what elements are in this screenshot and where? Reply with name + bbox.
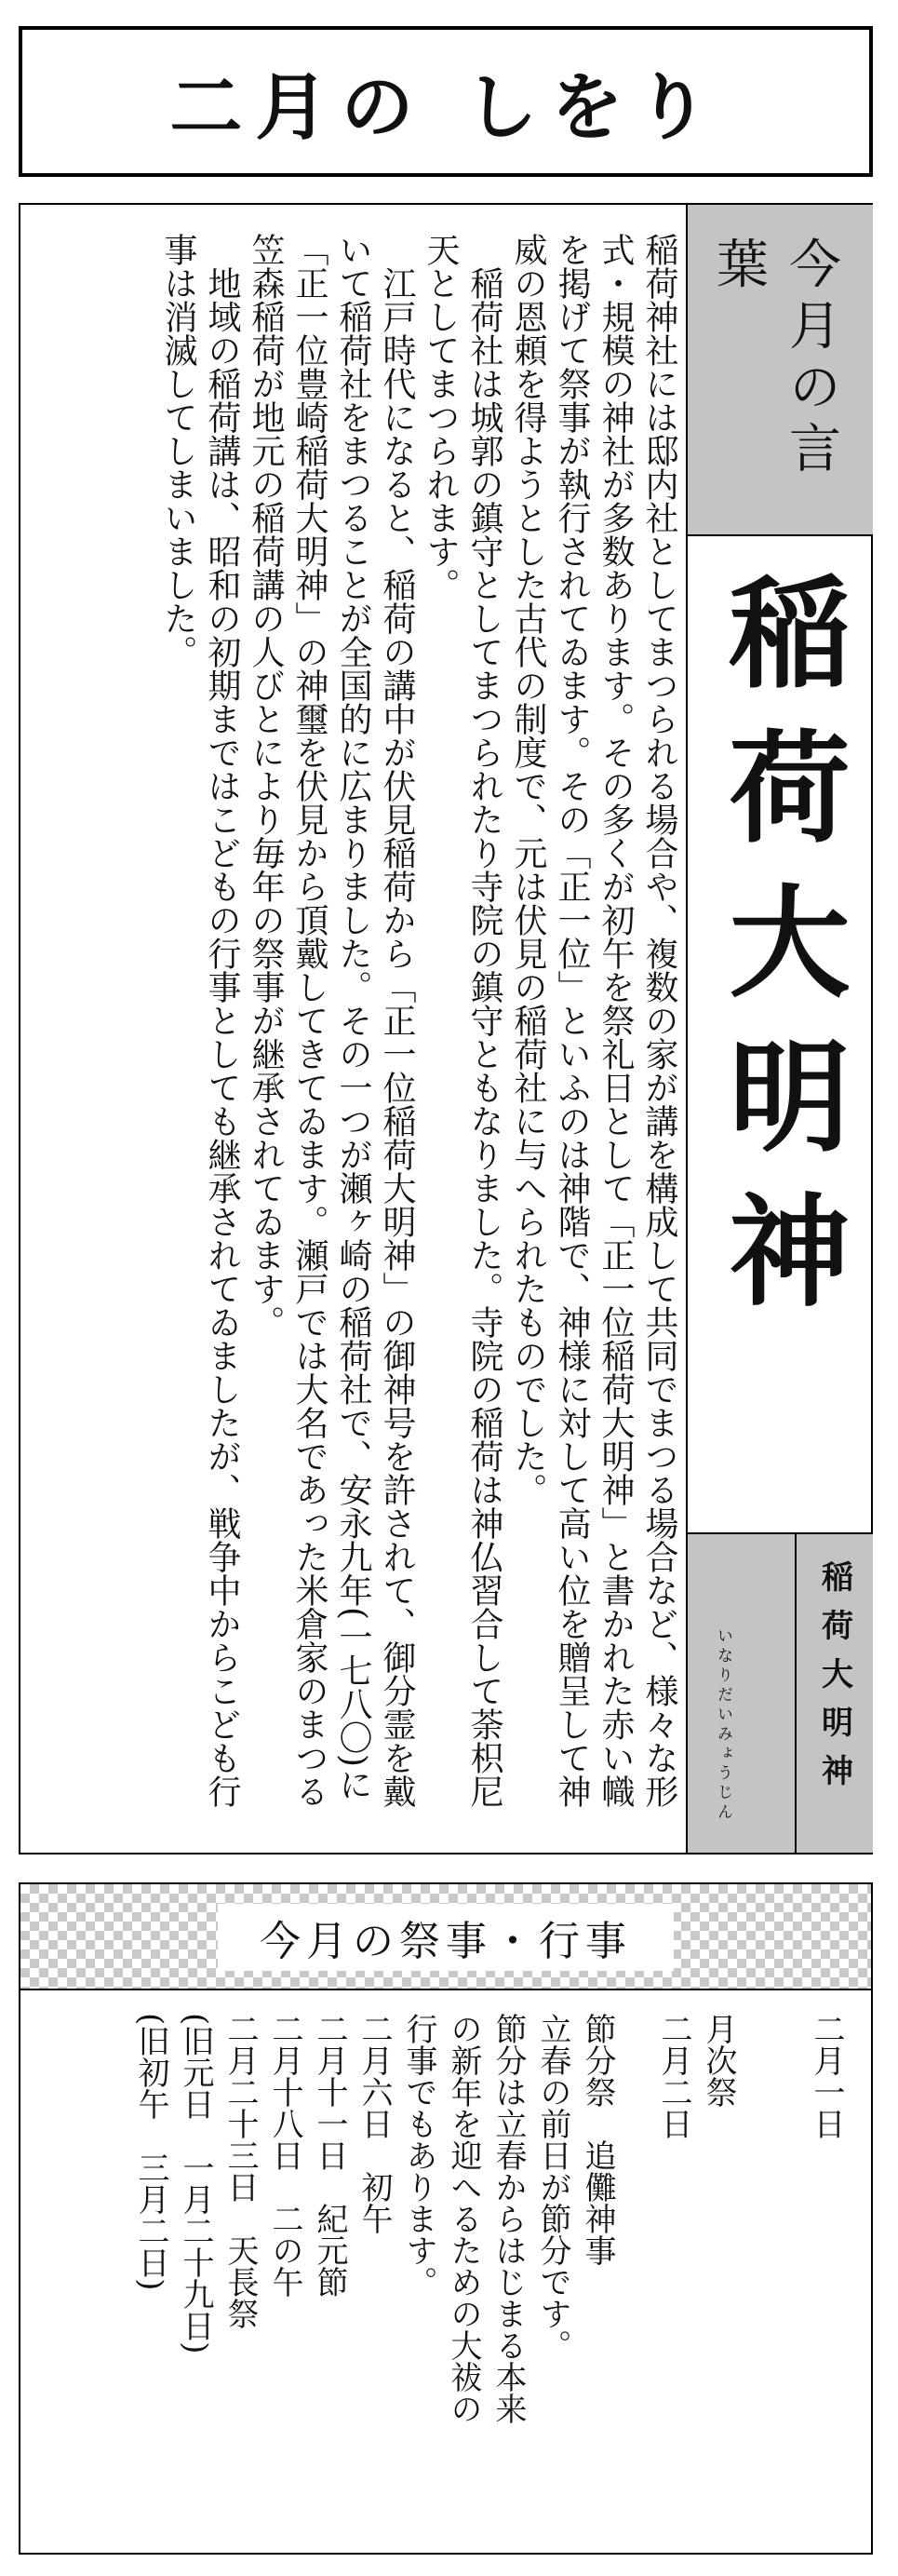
- events-box: [19, 1882, 873, 2555]
- article-paragraph: 稲荷社は城郭の鎮守としてまつられたり寺院の鎮守ともなりました。寺院の稲荷は神仏習合して荼枳尼天としてまつられます。: [422, 233, 503, 1808]
- event-note: 立春の前日が節分です。: [534, 2013, 571, 2361]
- event-note: 節分は立春からはじまる本来: [489, 2013, 527, 2424]
- event-date: 二月十一日 紀元節: [311, 2013, 348, 2298]
- reading-kanji-cell: [795, 1534, 873, 1853]
- event-note: (旧元日 一月二十九日): [177, 2013, 214, 2354]
- article-paragraph: 地域の稲荷講は、昭和の初期まではこどもの行事としても継承されてゐましたが、戦争中からこども行事は消滅してしまいました。: [159, 233, 241, 1808]
- monthly-word-panel: [686, 205, 873, 1853]
- event-date: 二月六日 初午: [355, 2013, 393, 2234]
- reading-cell-group: [688, 1532, 873, 1853]
- event-date: 二月一日: [808, 2013, 845, 2139]
- page-title: 二月の しをり: [169, 65, 722, 150]
- article-paragraph: 江戸時代になると、稲荷の講中が伏見稲荷から「正一位稲荷大明神」の御神号を許されて、御分霊を戴いて稲荷社をまつることが全国的に広まりました。その一つが瀬ヶ崎の稲荷社で、安永九年(一七八〇)に「正一位豊崎稲荷大明神」の神璽を伏見から頂戴してきてゐます。瀬戸では大名であった米倉家のまつる笠森稲荷が地元の稲荷講の人びとにより毎年の祭事が継承されてゐます。: [247, 233, 416, 1808]
- monthly-word: 稲荷大明神: [709, 570, 851, 1342]
- reading-kana: いなりだいみょうじん: [714, 1627, 732, 1823]
- article-body: [41, 233, 681, 1834]
- events-header: [20, 1884, 871, 1990]
- event-date: 二月十八日 二の午: [266, 2013, 303, 2298]
- event-note: 行事でもあります。: [400, 2013, 437, 2298]
- main-article-box: [19, 203, 873, 1854]
- event-date: 二月二日: [655, 2013, 692, 2139]
- event-name: 節分祭 追儺神事: [579, 2013, 616, 2266]
- monthly-word-cell: [688, 536, 873, 1532]
- event-note: (旧初午 三月二日): [132, 2013, 169, 2291]
- monthly-word-header: 今月の言葉: [708, 236, 841, 482]
- article-paragraph: 稲荷神社には邸内社としてまつられる場合や、複数の家が講を構成して共同でまつる場合など、様々な形式・規模の神社が多数あります。その多くが初午を祭礼日として「正一位稲荷大明神」と書かれた赤い幟を掲げて祭事が執行されてゐます。その「正一位」といふのは神階で、神様に対して高い位を贈呈して神威の恩頼を得ようとした古代の制度で、元は伏見の稲荷社に与へられたものでした。: [509, 233, 678, 1808]
- event-date: 二月二十三日 天長祭: [221, 2013, 259, 2329]
- event-note: の新年を迎へるための大祓の: [445, 2013, 482, 2424]
- monthly-word-header-cell: [688, 205, 873, 536]
- event-name: 月次祭: [700, 2013, 737, 2108]
- events-list: [132, 2013, 849, 2534]
- reading-kanji: 稲荷大明神: [815, 1560, 853, 1802]
- title-banner: [19, 26, 873, 177]
- events-title: 今月の祭事・行事: [218, 1904, 674, 1971]
